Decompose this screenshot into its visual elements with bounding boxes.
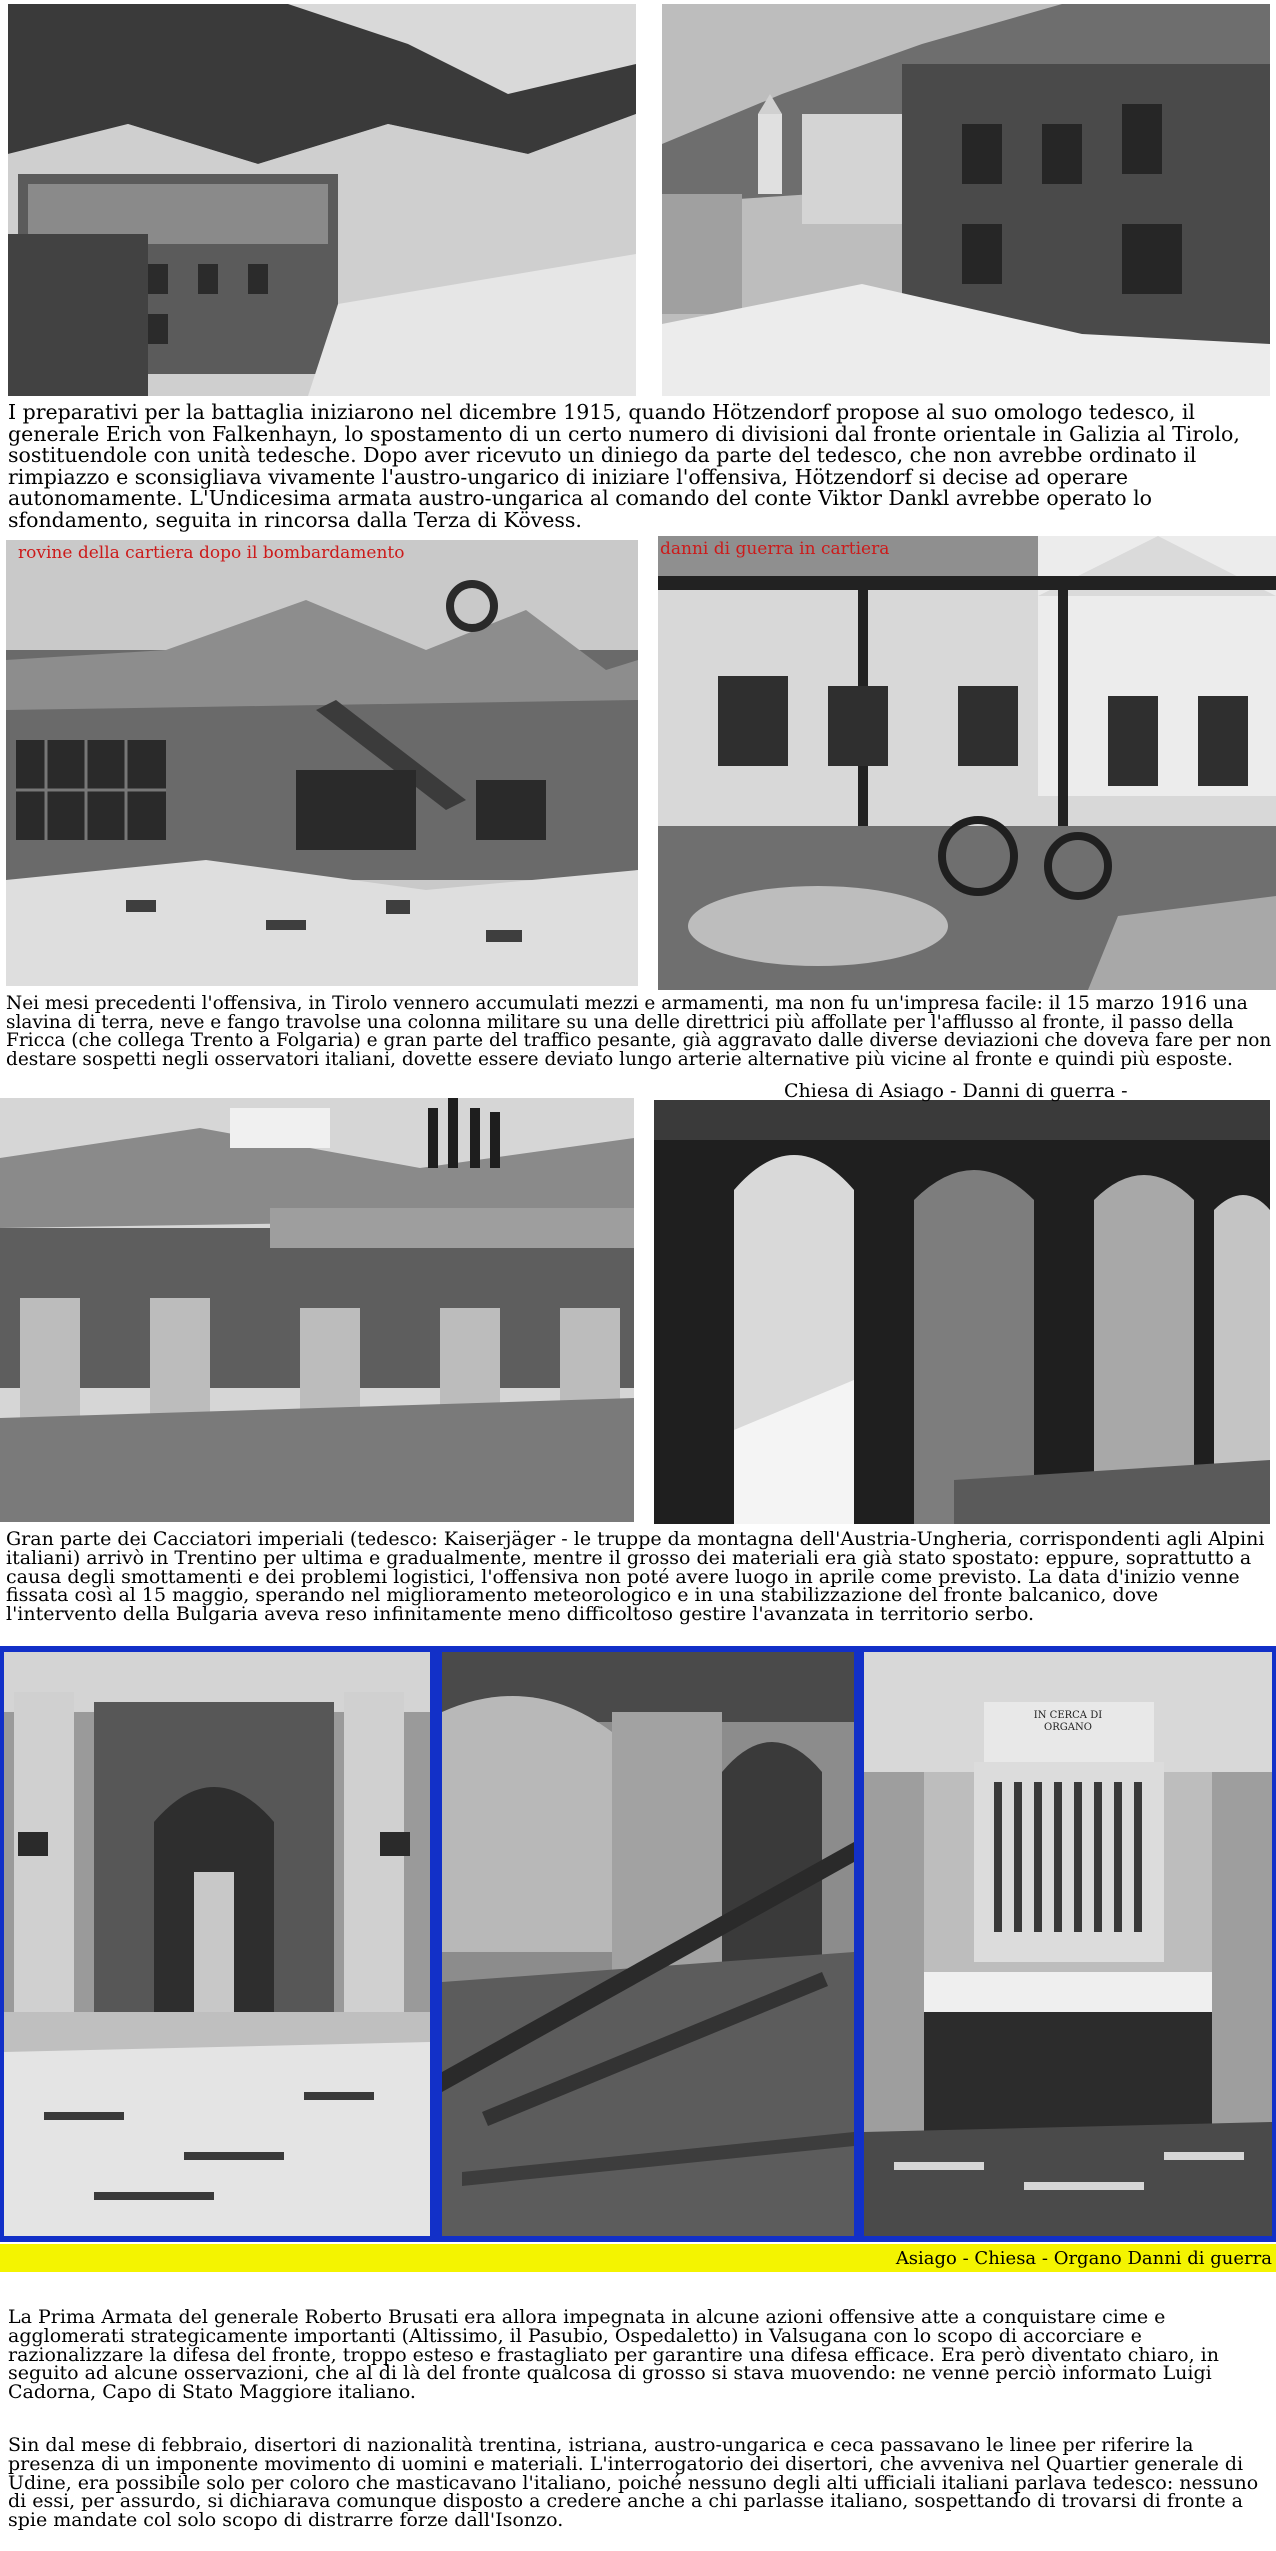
paragraph-kaiserjager: Gran parte dei Cacciatori imperiali (tedesco: Kaiserjäger - le truppe da montagna dell'Austria-Ungheria, corrispondenti agli Alpini italiani) arrivò in Trentino per ultima e gradualmente, mentre il grosso dei materiali era già stato spostato: eppure, soprattutto a causa degli smottamenti e dei problemi logistici, l'offensiva non poté avere luogo in aprile come previsto. La data d'inizio venne fissata così al 15 maggio, sperando nel miglioramento meteorologico e in una stabilizzazione del fronte balcanico, dove l'intervento della Bulgaria aveva reso infinitamente meno difficoltoso gestire l'avanzata in territorio serbo. — [6, 1528, 1265, 1626]
organ-sign-text: IN CERCA DI ORGANO — [1033, 1710, 1103, 1733]
paragraph-first-army-brusati: La Prima Armata del generale Roberto Brusati era allora impegnata in alcune azioni offensive atte a conquistare cime e agglomerati strategicamente importanti (Altissimo, il Pasubio, Ospedaletto) in Valsugana con lo scopo di accorciare e razionalizzare la difesa del fronte, troppo esteso e frastagliato per garantire una difesa efficace. Era però diventato chiaro, in seguito ad alcune osservazioni, che al di là del fronte qualcosa di grosso si stava muovendo: ne venne perciò informato Luigi Cadorna, Capo di Stato Maggiore italiano. — [8, 2306, 1219, 2404]
caption-asiago-church: Chiesa di Asiago - Danni di guerra - — [784, 1080, 1128, 1102]
photo-ruined-town-valley — [8, 4, 636, 396]
caption-paper-mill-damage: danni di guerra in cartiera — [660, 539, 890, 559]
paragraph-deserters: Sin dal mese di febbraio, disertori di nazionalità trentina, istriana, austro-ungarica e ceca passavano le linee per riferire la presenza di un imponente movimento di uomini e materiali. L'interrogatorio dei disertori, che avveniva nel Quartier generale di Udine, era possibile solo per coloro che masticavano l'italiano, poiché nessuno degli alti ufficiali italiani parlava tedesco: nessuno di essi, per assurdo, si dichiarava comunque disposto a credere anche a chi parlasse italiano, sospettando di trovarsi di fronte a spie mandate col solo scopo di distrarre forze dall'Isonzo. — [8, 2434, 1259, 2532]
paragraph-battle-preparations: I preparativi per la battaglia iniziarono nel dicembre 1915, quando Hötzendorf propose al suo omologo tedesco, il generale Erich von Falkenhayn, lo spostamento di un certo numero di divisioni dal fronte orientale in Galizia al Tirolo, sostituendole con unità tedesche. Dopo aver ricevuto un diniego da parte del tedesco, che non avrebbe ordinato il rimpiazzo e sconsigliava vivamente l'austro-ungarico di iniziare l'offensiva, Hötzendorf si decise ad operare autonomamente. L'Undicesima armata austro-ungarica al comando del conte Viktor Dankl avrebbe operato lo sfondamento, seguita in rincorsa dalla Terza di Kövess. — [8, 400, 1240, 532]
paragraph-tyrol-accumulation: Nei mesi precedenti l'offensiva, in Tirolo vennero accumulati mezzi e armamenti, ma non fu un'impresa facile: il 15 marzo 1916 una slavina di terra, neve e fango travolse una colonna militare su una delle direttrici più affollate per l'afflusso al fronte, il passo della Fricca (che collega Trento a Folgaria) e gran parte del traffico pesante, già aggravato dalle diverse deviazioni che doveva fare per non destare sospetti negli osservatori italiani, dovette essere deviato lungo arterie alternative più vicine al fronte e quindi più esposte. — [6, 993, 1272, 1071]
photo-church-collapsed-beams — [442, 1652, 854, 2236]
caption-paper-mill-ruins: rovine della cartiera dopo il bombardamento — [18, 543, 405, 563]
photo-ruined-houses-church-tower — [662, 4, 1270, 396]
photo-asiago-church-interior — [654, 1100, 1270, 1524]
photo-paper-mill-ruins — [6, 540, 638, 986]
photo-church-altar-damage — [4, 1652, 430, 2236]
caption-organ: Asiago - Chiesa - Organo Danni di guerra — [895, 2248, 1272, 2269]
photo-church-organ-damage — [864, 1652, 1272, 2236]
photo-destroyed-factory-pillars — [0, 1098, 634, 1522]
photo-paper-mill-interior-damage — [658, 536, 1276, 990]
